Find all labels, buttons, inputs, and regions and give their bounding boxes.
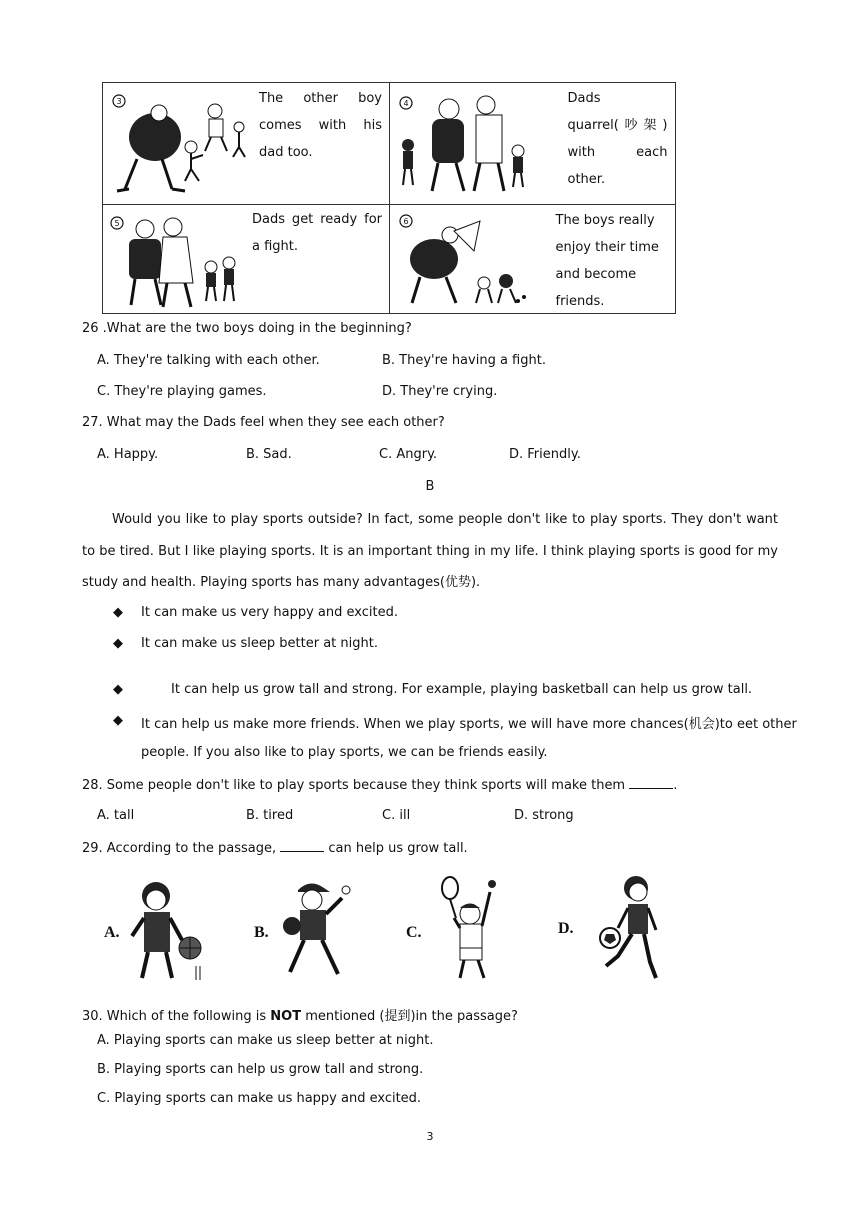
tennis-player-icon xyxy=(432,874,512,986)
passage-intro: Would you like to play sports outside? In fact, some people don't like to play sports. They don't want to be tired. But I like playing sports. It is an important thing in my life. I think playing sports is good for my study and health. Playing sports has many advantages(优势). xyxy=(82,512,778,590)
dads-ready-fight-illustration xyxy=(107,211,247,311)
q28-option-a[interactable]: A. tall xyxy=(97,808,135,823)
soccer-player-icon xyxy=(594,872,674,984)
q28-option-b[interactable]: B. tired xyxy=(246,808,294,823)
q28-option-d[interactable]: D. strong xyxy=(514,808,574,823)
panel-number: 5 xyxy=(114,219,120,228)
q30-text-after: mentioned (提到)in the passage? xyxy=(305,1009,518,1024)
q27-option-a[interactable]: A. Happy. xyxy=(97,447,159,462)
panel-number: 6 xyxy=(402,217,409,226)
comic-caption-4: Dads quarrel(吵架) with each other. xyxy=(567,91,668,187)
bullet-icon: ◆ xyxy=(113,605,123,620)
baseball-player-icon xyxy=(276,876,366,986)
question-27: 27. What may the Dads feel when they see each other? xyxy=(82,415,445,430)
bullet-item: It can help us make more friends. When we play sports, we will have more chances(机会)to eet other xyxy=(141,717,797,732)
q28-option-c[interactable]: C. ill xyxy=(382,808,411,823)
q29-text-before: 29. According to the passage, xyxy=(82,841,277,856)
comic-panel-3 xyxy=(103,83,390,205)
comic-caption-6: The boys really enjoy their time and become friends. xyxy=(555,213,659,309)
panel-number: 4 xyxy=(402,99,409,108)
section-heading: B xyxy=(425,479,435,494)
comic-table xyxy=(102,82,676,314)
comic-panel-5 xyxy=(103,205,390,314)
question-29 xyxy=(82,839,468,856)
q28-text: 28. Some people don't like to play sports because they think sports will make them xyxy=(82,778,626,793)
q29-text-after: can help us grow tall. xyxy=(328,841,468,856)
q27-option-d[interactable]: D. Friendly. xyxy=(509,447,581,462)
comic-caption-3: The other boy comes with his dad too. xyxy=(259,91,382,160)
comic-panel-4 xyxy=(389,83,676,205)
q30-emphasis: NOT xyxy=(270,1009,302,1024)
bullet-icon: ◆ xyxy=(113,713,123,728)
q29-option-d-label: D. xyxy=(558,920,574,937)
bullet-icon: ◆ xyxy=(113,682,123,697)
question-30 xyxy=(82,1005,518,1024)
q29-option-a-label: A. xyxy=(104,924,120,941)
q26-option-a[interactable]: A. They're talking with each other. xyxy=(97,353,320,368)
q26-option-b[interactable]: B. They're having a fight. xyxy=(382,353,546,368)
q30-option-a[interactable]: A. Playing sports can make us sleep better at night. xyxy=(97,1033,434,1048)
dads-quarrel-illustration xyxy=(394,89,544,199)
bullet-item: It can make us sleep better at night. xyxy=(141,636,378,651)
panel-number: 3 xyxy=(116,97,122,106)
bullet-item: It can help us grow tall and strong. For example, playing basketball can help us grow tall. xyxy=(171,682,753,697)
bullet-item-continued: people. If you also like to play sports, we can be friends easily. xyxy=(141,745,548,760)
basketball-player-icon xyxy=(122,878,212,986)
q30-option-b[interactable]: B. Playing sports can help us grow tall and strong. xyxy=(97,1062,424,1077)
q26-option-d[interactable]: D. They're crying. xyxy=(382,384,498,399)
q27-option-c[interactable]: C. Angry. xyxy=(379,447,438,462)
question-26: 26 .What are the two boys doing in the beginning? xyxy=(82,321,412,336)
q29-option-b-label: B. xyxy=(254,924,269,941)
bullet-item: It can make us very happy and excited. xyxy=(141,605,398,620)
bullet-icon: ◆ xyxy=(113,636,123,651)
q27-option-b[interactable]: B. Sad. xyxy=(246,447,292,462)
dad-and-boy-illustration xyxy=(107,89,252,199)
q30-option-c[interactable]: C. Playing sports can make us happy and excited. xyxy=(97,1091,422,1106)
q28-period: . xyxy=(673,778,678,793)
q30-text-before: 30. Which of the following is xyxy=(82,1009,267,1024)
q29-option-c-label: C. xyxy=(406,924,422,941)
boys-friends-illustration xyxy=(394,211,544,311)
question-28 xyxy=(82,776,677,793)
page-number: 3 xyxy=(426,1130,434,1143)
q26-option-c[interactable]: C. They're playing games. xyxy=(97,384,267,399)
comic-panel-6 xyxy=(389,205,676,314)
q28-blank xyxy=(629,776,673,789)
comic-caption-5: Dads get ready for a fight. xyxy=(252,212,382,254)
q29-blank xyxy=(280,839,324,852)
